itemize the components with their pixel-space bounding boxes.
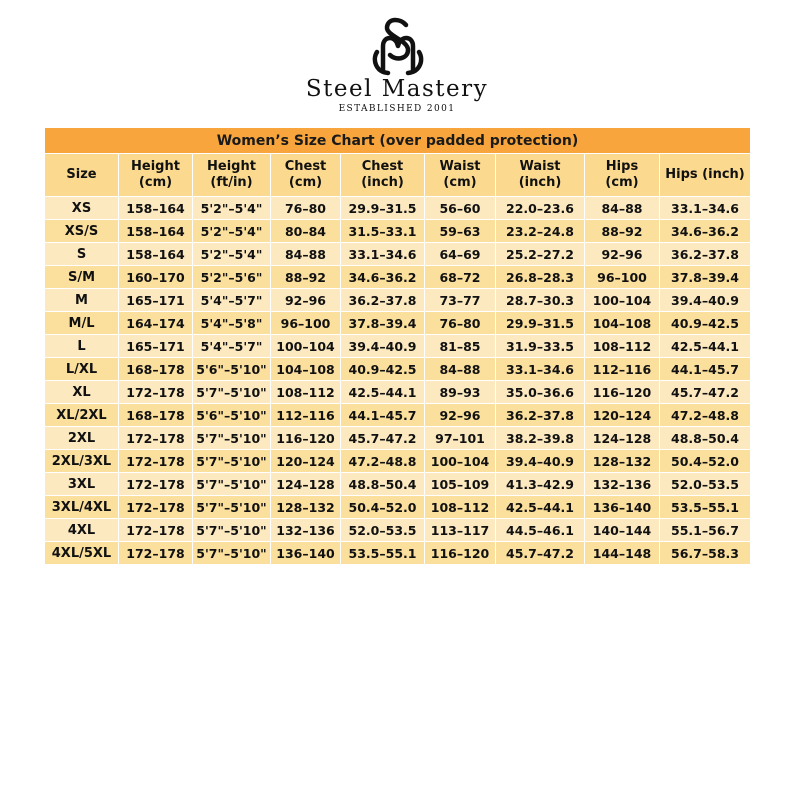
measurement-cell: 160–170 <box>119 266 193 289</box>
measurement-cell: 168–178 <box>119 404 193 427</box>
size-label-cell: M/L <box>45 312 119 335</box>
measurement-cell: 31.9–33.5 <box>496 335 585 358</box>
measurement-cell: 44.5–46.1 <box>496 519 585 542</box>
measurement-cell: 5'2"–5'4" <box>193 220 271 243</box>
measurement-cell: 120–124 <box>271 450 341 473</box>
measurement-cell: 47.2–48.8 <box>660 404 751 427</box>
measurement-cell: 40.9–42.5 <box>341 358 425 381</box>
measurement-cell: 38.2–39.8 <box>496 427 585 450</box>
size-label-cell: XS/S <box>45 220 119 243</box>
size-label-cell: 3XL <box>45 473 119 496</box>
measurement-cell: 128–132 <box>585 450 660 473</box>
measurement-cell: 5'7"–5'10" <box>193 450 271 473</box>
measurement-cell: 164–174 <box>119 312 193 335</box>
size-label-cell: XL/2XL <box>45 404 119 427</box>
measurement-cell: 45.7–47.2 <box>496 542 585 565</box>
table-row <box>45 197 751 220</box>
size-label-cell: 4XL <box>45 519 119 542</box>
measurement-cell: 33.1–34.6 <box>660 197 751 220</box>
measurement-cell: 172–178 <box>119 427 193 450</box>
measurement-cell: 172–178 <box>119 381 193 404</box>
measurement-cell: 172–178 <box>119 519 193 542</box>
measurement-cell: 29.9–31.5 <box>496 312 585 335</box>
measurement-cell: 31.5–33.1 <box>341 220 425 243</box>
measurement-cell: 25.2–27.2 <box>496 243 585 266</box>
measurement-cell: 5'4"–5'7" <box>193 335 271 358</box>
measurement-cell: 44.1–45.7 <box>341 404 425 427</box>
size-label-cell: M <box>45 289 119 312</box>
measurement-cell: 116–120 <box>585 381 660 404</box>
measurement-cell: 172–178 <box>119 542 193 565</box>
table-row <box>45 289 751 312</box>
measurement-cell: 42.5–44.1 <box>660 335 751 358</box>
column-header: Height (cm) <box>119 154 193 197</box>
measurement-cell: 34.6–36.2 <box>660 220 751 243</box>
measurement-cell: 52.0–53.5 <box>341 519 425 542</box>
measurement-cell: 88–92 <box>585 220 660 243</box>
measurement-cell: 48.8–50.4 <box>341 473 425 496</box>
measurement-cell: 52.0–53.5 <box>660 473 751 496</box>
measurement-cell: 47.2–48.8 <box>341 450 425 473</box>
measurement-cell: 36.2–37.8 <box>341 289 425 312</box>
column-header: Hips (cm) <box>585 154 660 197</box>
measurement-cell: 84–88 <box>425 358 496 381</box>
sm-monogram-logo-icon <box>366 16 430 78</box>
measurement-cell: 5'2"–5'4" <box>193 197 271 220</box>
measurement-cell: 96–100 <box>271 312 341 335</box>
measurement-cell: 84–88 <box>271 243 341 266</box>
measurement-cell: 5'2"–5'4" <box>193 243 271 266</box>
measurement-cell: 80–84 <box>271 220 341 243</box>
size-label-cell: S <box>45 243 119 266</box>
brand-header <box>0 0 794 125</box>
measurement-cell: 89–93 <box>425 381 496 404</box>
measurement-cell: 36.2–37.8 <box>496 404 585 427</box>
measurement-cell: 68–72 <box>425 266 496 289</box>
measurement-cell: 39.4–40.9 <box>341 335 425 358</box>
size-label-cell: XL <box>45 381 119 404</box>
measurement-cell: 108–112 <box>585 335 660 358</box>
table-row <box>45 427 751 450</box>
measurement-cell: 50.4–52.0 <box>341 496 425 519</box>
size-label-cell: 4XL/5XL <box>45 542 119 565</box>
measurement-cell: 124–128 <box>585 427 660 450</box>
column-header: Hips (inch) <box>660 154 751 197</box>
size-table-body <box>45 197 751 565</box>
measurement-cell: 76–80 <box>271 197 341 220</box>
table-row <box>45 358 751 381</box>
measurement-cell: 113–117 <box>425 519 496 542</box>
measurement-cell: 5'7"–5'10" <box>193 381 271 404</box>
measurement-cell: 172–178 <box>119 473 193 496</box>
measurement-cell: 22.0–23.6 <box>496 197 585 220</box>
measurement-cell: 56–60 <box>425 197 496 220</box>
column-header: Waist (cm) <box>425 154 496 197</box>
table-row <box>45 519 751 542</box>
measurement-cell: 120–124 <box>585 404 660 427</box>
column-header: Waist (inch) <box>496 154 585 197</box>
measurement-cell: 158–164 <box>119 197 193 220</box>
measurement-cell: 53.5–55.1 <box>341 542 425 565</box>
table-row <box>45 450 751 473</box>
measurement-cell: 105–109 <box>425 473 496 496</box>
measurement-cell: 5'7"–5'10" <box>193 519 271 542</box>
measurement-cell: 53.5–55.1 <box>660 496 751 519</box>
measurement-cell: 73–77 <box>425 289 496 312</box>
measurement-cell: 124–128 <box>271 473 341 496</box>
measurement-cell: 76–80 <box>425 312 496 335</box>
column-header-row <box>45 154 751 197</box>
measurement-cell: 116–120 <box>271 427 341 450</box>
column-header: Height (ft/in) <box>193 154 271 197</box>
measurement-cell: 36.2–37.8 <box>660 243 751 266</box>
measurement-cell: 5'7"–5'10" <box>193 427 271 450</box>
measurement-cell: 81–85 <box>425 335 496 358</box>
table-row <box>45 473 751 496</box>
table-row <box>45 496 751 519</box>
measurement-cell: 136–140 <box>585 496 660 519</box>
measurement-cell: 172–178 <box>119 496 193 519</box>
measurement-cell: 158–164 <box>119 243 193 266</box>
table-row <box>45 335 751 358</box>
table-row <box>45 381 751 404</box>
table-row <box>45 243 751 266</box>
measurement-cell: 5'6"–5'10" <box>193 404 271 427</box>
measurement-cell: 33.1–34.6 <box>496 358 585 381</box>
measurement-cell: 132–136 <box>585 473 660 496</box>
measurement-cell: 37.8–39.4 <box>660 266 751 289</box>
measurement-cell: 45.7–47.2 <box>341 427 425 450</box>
table-row <box>45 312 751 335</box>
measurement-cell: 42.5–44.1 <box>496 496 585 519</box>
measurement-cell: 92–96 <box>271 289 341 312</box>
column-header: Chest (inch) <box>341 154 425 197</box>
size-label-cell: 3XL/4XL <box>45 496 119 519</box>
measurement-cell: 96–100 <box>585 266 660 289</box>
measurement-cell: 108–112 <box>425 496 496 519</box>
measurement-cell: 112–116 <box>271 404 341 427</box>
measurement-cell: 35.0–36.6 <box>496 381 585 404</box>
measurement-cell: 5'7"–5'10" <box>193 542 271 565</box>
measurement-cell: 158–164 <box>119 220 193 243</box>
measurement-cell: 37.8–39.4 <box>341 312 425 335</box>
measurement-cell: 97–101 <box>425 427 496 450</box>
measurement-cell: 41.3–42.9 <box>496 473 585 496</box>
measurement-cell: 112–116 <box>585 358 660 381</box>
measurement-cell: 5'6"–5'10" <box>193 358 271 381</box>
column-header: Chest (cm) <box>271 154 341 197</box>
measurement-cell: 64–69 <box>425 243 496 266</box>
measurement-cell: 165–171 <box>119 289 193 312</box>
column-header: Size <box>45 154 119 197</box>
measurement-cell: 29.9–31.5 <box>341 197 425 220</box>
table-row <box>45 404 751 427</box>
measurement-cell: 88–92 <box>271 266 341 289</box>
measurement-cell: 48.8–50.4 <box>660 427 751 450</box>
measurement-cell: 144–148 <box>585 542 660 565</box>
measurement-cell: 84–88 <box>585 197 660 220</box>
measurement-cell: 5'2"–5'6" <box>193 266 271 289</box>
measurement-cell: 5'4"–5'7" <box>193 289 271 312</box>
measurement-cell: 5'7"–5'10" <box>193 496 271 519</box>
measurement-cell: 50.4–52.0 <box>660 450 751 473</box>
measurement-cell: 45.7–47.2 <box>660 381 751 404</box>
size-label-cell: S/M <box>45 266 119 289</box>
measurement-cell: 40.9–42.5 <box>660 312 751 335</box>
measurement-cell: 26.8–28.3 <box>496 266 585 289</box>
measurement-cell: 172–178 <box>119 450 193 473</box>
table-row <box>45 220 751 243</box>
measurement-cell: 108–112 <box>271 381 341 404</box>
measurement-cell: 128–132 <box>271 496 341 519</box>
brand-established: ESTABLISHED 2001 <box>338 104 456 114</box>
measurement-cell: 136–140 <box>271 542 341 565</box>
table-row <box>45 266 751 289</box>
measurement-cell: 44.1–45.7 <box>660 358 751 381</box>
measurement-cell: 34.6–36.2 <box>341 266 425 289</box>
size-label-cell: L/XL <box>45 358 119 381</box>
measurement-cell: 104–108 <box>271 358 341 381</box>
size-chart-table <box>44 127 751 565</box>
measurement-cell: 39.4–40.9 <box>496 450 585 473</box>
measurement-cell: 23.2–24.8 <box>496 220 585 243</box>
measurement-cell: 33.1–34.6 <box>341 243 425 266</box>
measurement-cell: 92–96 <box>585 243 660 266</box>
measurement-cell: 42.5–44.1 <box>341 381 425 404</box>
measurement-cell: 39.4–40.9 <box>660 289 751 312</box>
measurement-cell: 165–171 <box>119 335 193 358</box>
measurement-cell: 100–104 <box>585 289 660 312</box>
measurement-cell: 132–136 <box>271 519 341 542</box>
measurement-cell: 56.7–58.3 <box>660 542 751 565</box>
measurement-cell: 100–104 <box>271 335 341 358</box>
measurement-cell: 28.7–30.3 <box>496 289 585 312</box>
size-label-cell: XS <box>45 197 119 220</box>
table-title: Women’s Size Chart (over padded protection) <box>45 128 751 154</box>
measurement-cell: 5'4"–5'8" <box>193 312 271 335</box>
measurement-cell: 59–63 <box>425 220 496 243</box>
measurement-cell: 140–144 <box>585 519 660 542</box>
measurement-cell: 168–178 <box>119 358 193 381</box>
table-row <box>45 542 751 565</box>
measurement-cell: 55.1–56.7 <box>660 519 751 542</box>
measurement-cell: 100–104 <box>425 450 496 473</box>
measurement-cell: 116–120 <box>425 542 496 565</box>
measurement-cell: 5'7"–5'10" <box>193 473 271 496</box>
size-label-cell: 2XL/3XL <box>45 450 119 473</box>
measurement-cell: 104–108 <box>585 312 660 335</box>
brand-name: Steel Mastery <box>305 76 489 102</box>
size-label-cell: L <box>45 335 119 358</box>
measurement-cell: 92–96 <box>425 404 496 427</box>
size-label-cell: 2XL <box>45 427 119 450</box>
